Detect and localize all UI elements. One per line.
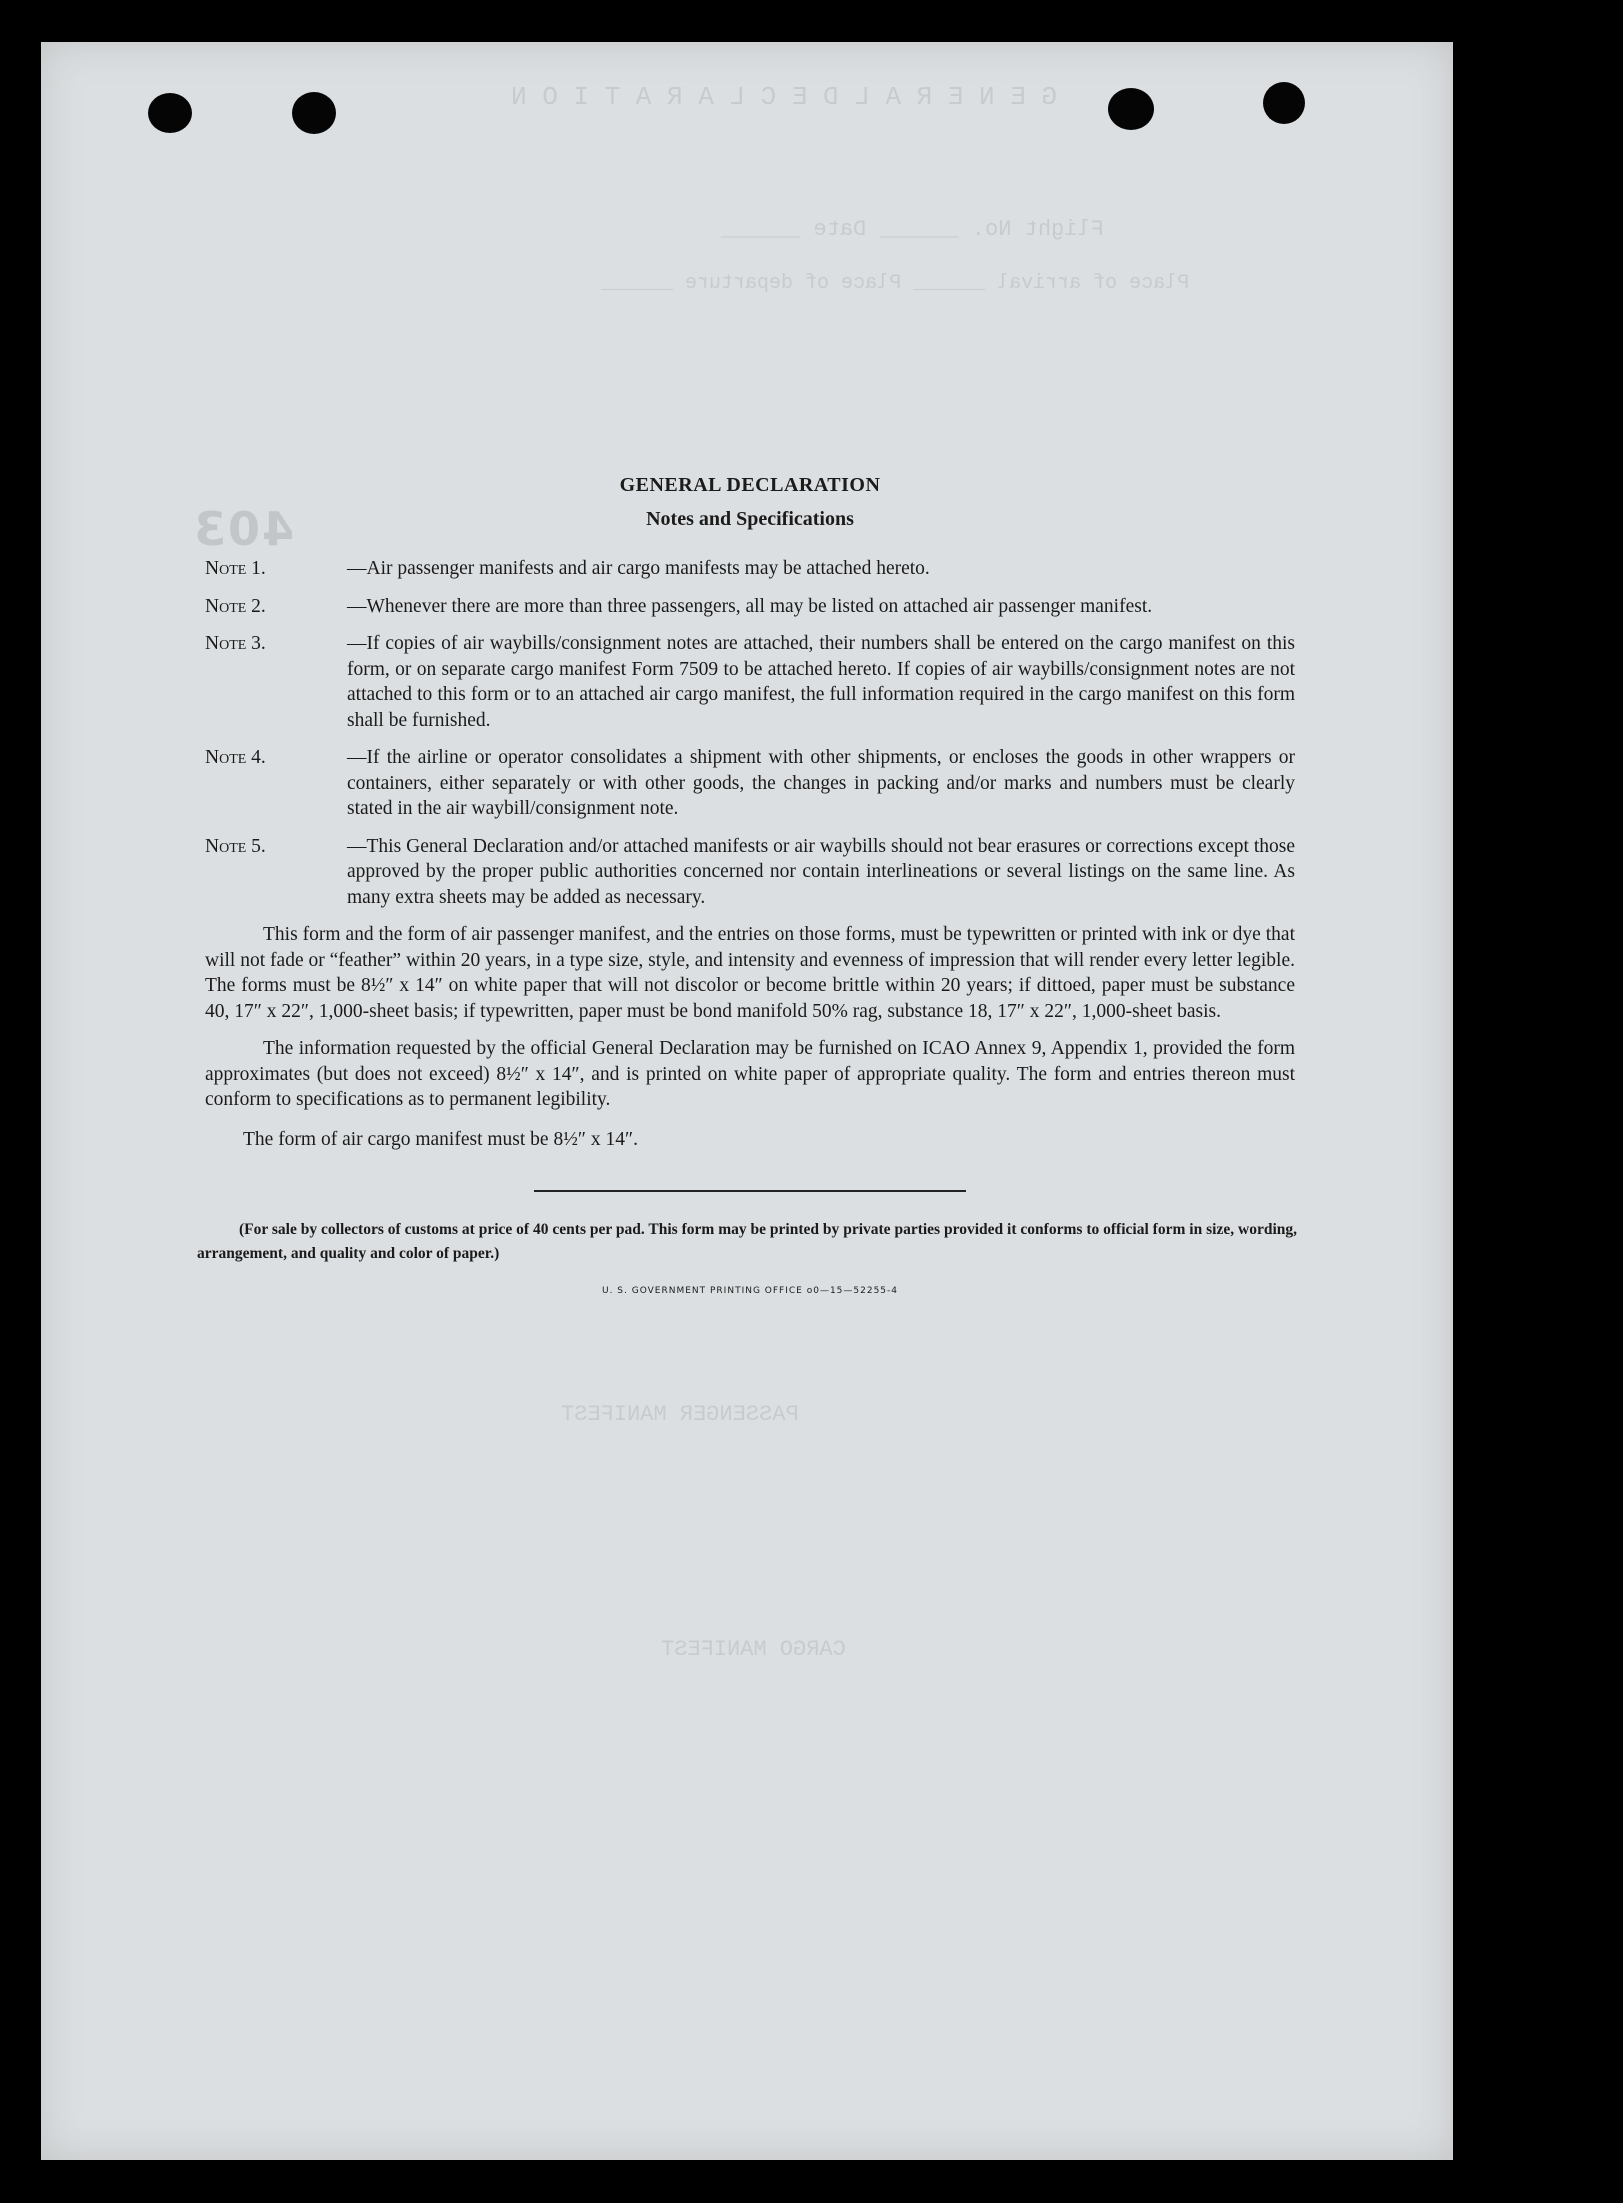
note-item: [205, 745, 1295, 822]
declaration-notes: [197, 470, 1297, 1296]
punch-hole: [1263, 82, 1305, 124]
note-item: [205, 594, 1295, 620]
note-text: —Air passenger manifests and air cargo manifests may be attached hereto.: [347, 558, 930, 579]
note-text: —This General Declaration and/or attached manifests or air waybills should not bear erasures or corrections except those approved by the proper public authorities concerned nor contain interlineations or several listings on the same line. As many extra sheets may be added as necessary.: [347, 835, 1295, 908]
bleed-through-text: PASSENGER MANIFEST: [561, 1402, 799, 1427]
page-subtitle: Notes and Specifications: [646, 508, 854, 530]
bleed-through-text: Flight No. ______ Date ______: [721, 217, 1104, 242]
specification-paragraph: The form of air cargo manifest must be 8½″ x 14″.: [243, 1128, 638, 1150]
bleed-through-stamp: 403: [192, 502, 295, 556]
punch-hole: [148, 93, 192, 133]
bleed-through-text: Place of arrival ______ Place of departure ______: [601, 272, 1190, 295]
note-text: —If the airline or operator consolidates a shipment with other shipments, or encloses the goods in other wrappers or containers, either separately or with other goods, the changes in packing and/or marks and numbers must be clearly stated in the air waybill/consignment note.: [347, 747, 1295, 819]
note-label: Note 4.: [205, 747, 266, 768]
note-label: Note 5.: [205, 835, 266, 857]
note-item: [205, 556, 1295, 582]
specification-paragraph: The information requested by the official General Declaration may be furnished on ICAO Annex 9, Appendix 1, provided the form approximates (but does not exceed) 8½″ x 14″, and is printed on white paper of appropriate quality. The form and entries thereon must conform to specifications as to permanent legibility.: [205, 1038, 1295, 1110]
bleed-through-text: G E N E R A L D E C L A R A T I O N: [511, 82, 1058, 112]
punch-hole: [1108, 88, 1154, 130]
note-item: [205, 631, 1295, 733]
note-item: [205, 834, 1295, 911]
note-label: Note 1.: [205, 558, 266, 579]
divider: [534, 1190, 966, 1192]
note-text: —Whenever there are more than three passengers, all may be listed on attached air passenger manifest.: [347, 595, 1153, 617]
note-label: Note 2.: [205, 595, 266, 617]
specification-paragraph: This form and the form of air passenger manifest, and the entries on those forms, must be typewritten or printed with ink or dye that will not fade or “feather” within 20 years, in a type size, style, and intensity and evenness of impression that will render every letter legible. The forms must be 8½″ x 14″ on white paper that will not discolor or become brittle within 20 years; if dittoed, paper must be substance 40, 17″ x 22″, 1,000-sheet basis; if typewritten, paper must be bond manifold 50% rag, substance 18, 17″ x 22″, 1,000-sheet basis.: [205, 924, 1295, 1022]
note-label: Note 3.: [205, 633, 266, 654]
sale-note: (For sale by collectors of customs at price of 40 cents per pad. This form may be printed by private parties provided it conforms to official form in size, wording, arrangement, and quality and color of paper.): [197, 1221, 1297, 1262]
bleed-through-text: CARGO MANIFEST: [661, 1637, 846, 1662]
printer-imprint: U. S. GOVERNMENT PRINTING OFFICE o0—15—52255-4: [601, 1286, 898, 1296]
note-text: —If copies of air waybills/consignment notes are attached, their numbers shall be entered on the cargo manifest on this form, or on separate cargo manifest Form 7509 to be attached hereto. If copies of air waybills/consignment notes are not attached to this form or to an attached air cargo manifest, the full information required in the cargo manifest on this form shall be furnished.: [347, 633, 1295, 731]
page-title: GENERAL DECLARATION: [619, 474, 881, 496]
punch-hole: [292, 92, 336, 134]
